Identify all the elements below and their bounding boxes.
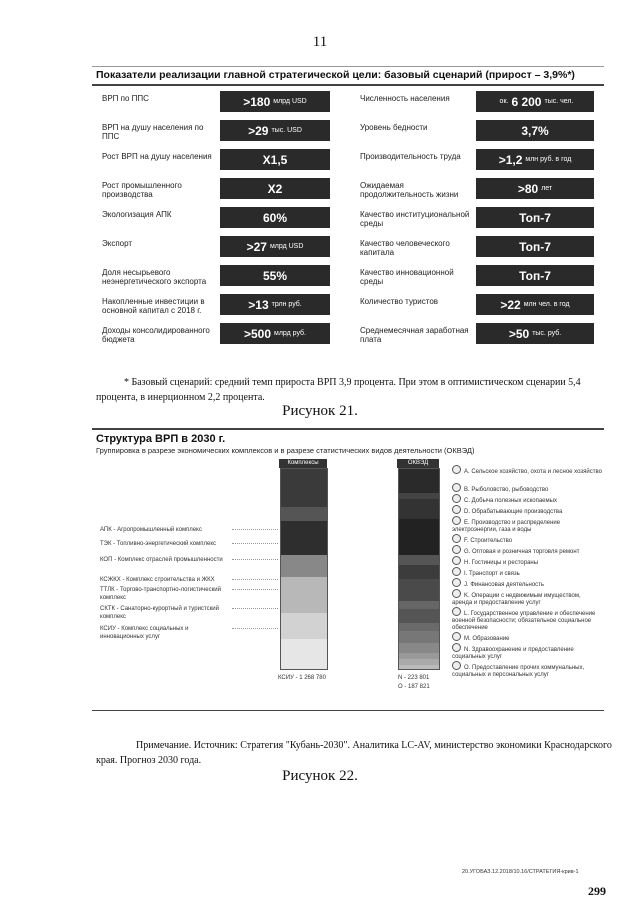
indicator-value: 55% — [262, 268, 288, 283]
indicator-value: X2 — [267, 181, 283, 196]
indicator-value-bar — [476, 149, 594, 170]
indicator-value-bar — [220, 323, 330, 344]
okved-label: E. Производство и распределение электроэнергии, газа и воды — [452, 520, 561, 533]
okved-legend-item — [452, 632, 602, 643]
okved-legend-item — [452, 556, 602, 567]
complex-label: КСИУ - Комплекс социальных и инновационных услуг — [100, 626, 189, 640]
indicator-unit: тыс. руб. — [532, 330, 562, 337]
indicator-value: >22 — [500, 297, 521, 312]
indicator-value: >50 — [508, 326, 530, 341]
complex-label: АПК - Агропромышленный комплекс — [100, 527, 202, 533]
figure-22-note: Примечание. Источник: Стратегия "Кубань-2030". Аналитика LC-AV, министерство экономики Краснодарского края. Прогноз 2030 года. — [96, 740, 612, 766]
indicator-value: 60% — [262, 210, 288, 225]
legend-marker-icon — [452, 505, 461, 514]
divider — [92, 84, 604, 86]
figure-21-name: Рисунок 21. — [282, 403, 358, 419]
legend-marker-icon — [452, 534, 461, 543]
col2-header: ОКВЭД — [397, 459, 439, 468]
indicator-value: 3,7% — [521, 123, 549, 138]
okved-legend-item — [452, 589, 602, 607]
complexes-bar — [280, 468, 328, 670]
figure-22-subtitle: Группировка в разрезе экономических комплексов и в разрезе статистических видов деятельности (ОКВЭД) — [96, 446, 475, 455]
complex-label: КОП - Комплекс отраслей промышленности — [100, 557, 223, 563]
figure-21-title: Показатели реализации главной стратегической цели: базовый сценарий (прирост – 3,9%*) — [96, 69, 575, 81]
indicator-unit: млн руб. в год — [525, 156, 572, 163]
bottom-right-value-1: N - 223 801 — [398, 675, 430, 681]
okved-label: A. Сельское хозяйство, охота и лесное хозяйство — [464, 469, 602, 475]
okved-legend-item — [452, 483, 602, 494]
indicator-label: Среднемесячная заработная плата — [360, 326, 469, 344]
indicator-unit: млрд руб. — [274, 330, 307, 337]
legend-marker-icon — [452, 607, 461, 616]
figure-22 — [92, 428, 604, 713]
okved-label: G. Оптовая и розничная торговля ремонт — [464, 549, 580, 555]
leader-line — [232, 543, 278, 544]
legend-marker-icon — [452, 556, 461, 565]
okved-label: K. Операции с недвижимым имуществом, аренда и предоставление услуг — [452, 593, 581, 606]
indicator-label: Рост ВРП на душу населения — [102, 152, 212, 161]
indicator-unit: лет — [541, 185, 553, 192]
indicator-label: Качество институциональной среды — [360, 210, 470, 228]
indicator-value: >80 — [517, 181, 539, 196]
bottom-right-value-2: O - 187 821 — [398, 684, 430, 690]
indicator-value-bar — [476, 178, 594, 199]
figure-22-title: Структура ВРП в 2030 г. — [96, 433, 226, 445]
indicator-label: Численность населения — [360, 94, 450, 103]
footer-id: 20.УГОБАЗ.12.2018/10.16/СТРАТЕГИЯ-крив-1 — [462, 869, 579, 875]
indicator-value: >27 — [246, 239, 267, 254]
indicator-value-bar — [220, 149, 330, 170]
complex-label: КСЖКХ - Комплекс строительства и ЖКХ — [100, 577, 215, 583]
footer-page: 299 — [588, 884, 606, 898]
indicator-value-bar — [476, 294, 594, 315]
segment-ksiu — [281, 639, 327, 669]
legend-marker-icon — [452, 483, 461, 492]
indicator-value-bar — [476, 265, 594, 286]
segment-ksjkh — [281, 555, 327, 577]
okved-legend-item — [452, 534, 602, 545]
okved-legend-item — [452, 661, 602, 679]
indicator-label: Ожидаемая продолжительность жизни — [360, 181, 459, 199]
indicator-value: >500 — [243, 326, 271, 341]
indicator-value-bar — [476, 120, 594, 141]
indicator-value: >13 — [248, 297, 269, 312]
indicator-prefix: ок. — [499, 98, 509, 105]
indicator-value-bar — [220, 236, 330, 257]
indicator-label: Рост промышленного производства — [102, 181, 182, 199]
legend-marker-icon — [452, 632, 461, 641]
legend-marker-icon — [452, 465, 461, 474]
okved-label: B. Рыболовство, рыбоводство — [464, 487, 549, 493]
indicator-value: >180 — [243, 94, 271, 109]
indicator-label: ВРП по ППС — [102, 94, 149, 103]
leader-line — [232, 589, 278, 590]
segment-sktk — [281, 613, 327, 639]
legend-marker-icon — [452, 578, 461, 587]
indicator-unit: тыс. USD — [271, 127, 302, 134]
okved-legend-item — [452, 545, 602, 556]
okved-legend-item — [452, 643, 602, 661]
okved-label: F. Строительство — [464, 538, 513, 544]
divider — [92, 710, 604, 711]
leader-line — [232, 608, 278, 609]
bottom-left-value: КСИУ - 1 268 780 — [278, 675, 326, 681]
legend-marker-icon — [452, 516, 461, 525]
indicator-unit: трлн руб. — [271, 301, 302, 308]
okved-legend-item — [452, 505, 602, 516]
okved-label: J. Финансовая деятельность — [464, 582, 545, 588]
indicator-value: Топ-7 — [519, 239, 551, 254]
okved-label: M. Образование — [464, 636, 510, 642]
okved-label: C. Добыча полезных ископаемых — [464, 498, 557, 504]
indicator-label: Доходы консолидированного бюджета — [102, 326, 210, 344]
segment-ttlk — [281, 577, 327, 613]
okved-bar — [398, 468, 440, 670]
indicator-label: Экологизация АПК — [102, 210, 172, 219]
leader-line — [232, 628, 278, 629]
okved-legend-item — [452, 607, 602, 632]
legend-marker-icon — [452, 494, 461, 503]
indicator-value-bar — [476, 91, 594, 112]
legend-marker-icon — [452, 643, 461, 652]
divider — [92, 428, 604, 430]
segment-apk — [281, 469, 327, 507]
okved-label: L. Государственное управление и обеспечение военной безопасности; обязательное социальное обеспечение — [452, 611, 596, 631]
indicator-value: >1,2 — [498, 152, 523, 167]
leader-line — [232, 579, 278, 580]
indicator-value-bar — [476, 236, 594, 257]
indicator-label: Экспорт — [102, 239, 133, 248]
legend-marker-icon — [452, 545, 461, 554]
indicator-label: Количество туристов — [360, 297, 439, 306]
complex-label: СКТК - Санаторно-курортный и туристский комплекс — [100, 606, 219, 620]
segment-kop — [281, 521, 327, 555]
page-number: 11 — [312, 34, 328, 50]
indicator-value-bar — [220, 91, 330, 112]
okved-label: N. Здравоохранение и предоставление социальных услуг — [452, 647, 574, 660]
complex-label: ТЭК - Топливно-энергетический комплекс — [100, 541, 217, 547]
complex-label: ТТЛК - Торгово-транспортно-логистический комплекс — [100, 587, 221, 601]
legend-marker-icon — [452, 567, 461, 576]
indicator-label: Доля несырьевого неэнергетического экспорта — [102, 268, 207, 286]
okved-legend-item — [452, 516, 602, 534]
indicator-unit: млрд USD — [269, 243, 304, 250]
indicator-label: Производительность труда — [360, 152, 461, 161]
okved-label: H. Гостиницы и рестораны — [464, 560, 539, 566]
indicator-value-bar — [220, 265, 330, 286]
indicator-value-bar — [220, 207, 330, 228]
legend-marker-icon — [452, 589, 461, 598]
okved-label: D. Обрабатывающие производства — [464, 509, 563, 515]
indicator-value: Топ-7 — [519, 268, 551, 283]
indicator-label: Качество инновационной среды — [360, 268, 454, 286]
indicator-value: >29 — [248, 123, 269, 138]
okved-legend-item — [452, 578, 602, 589]
segment-tek — [281, 507, 327, 521]
indicator-value: X1,5 — [262, 152, 288, 167]
indicator-value-bar — [220, 294, 330, 315]
indicator-value-bar — [476, 323, 594, 344]
col1-header: Комплексы — [279, 459, 327, 468]
legend-marker-icon — [452, 661, 461, 670]
figure-21-note: * Базовый сценарий: средний темп прироста ВРП 3,9 процента. При этом в оптимистическом сценарии 5,4 процента, в инерционном 2,2 процента. — [96, 377, 581, 403]
indicator-unit: млрд USD — [273, 98, 307, 105]
okved-label: O. Предоставление прочих коммунальных, социальных и персональных услуг — [452, 665, 585, 678]
okved-legend-item — [452, 494, 602, 505]
leader-line — [232, 529, 278, 530]
indicator-label: Накопленные инвестиции в основной капитал с 2018 г. — [102, 297, 205, 315]
indicator-value: Топ-7 — [519, 210, 551, 225]
indicator-unit: млн чел. в год — [523, 301, 570, 308]
indicator-value-bar — [476, 207, 594, 228]
indicator-label: Уровень бедности — [360, 123, 428, 132]
okved-legend-item — [452, 567, 602, 578]
indicator-label: Качество человеческого капитала — [360, 239, 450, 257]
indicator-unit: тыс. чел. — [544, 98, 574, 105]
indicator-value-bar — [220, 120, 330, 141]
leader-line — [232, 559, 278, 560]
indicator-value: 6 200 — [511, 94, 542, 109]
figure-21 — [92, 66, 604, 357]
okved-legend-item — [452, 465, 602, 476]
figure-22-name: Рисунок 22. — [282, 768, 358, 784]
okved-label: I. Транспорт и связь — [464, 571, 520, 577]
indicator-value-bar — [220, 178, 330, 199]
indicator-label: ВРП на душу населения по ППС — [102, 123, 204, 141]
